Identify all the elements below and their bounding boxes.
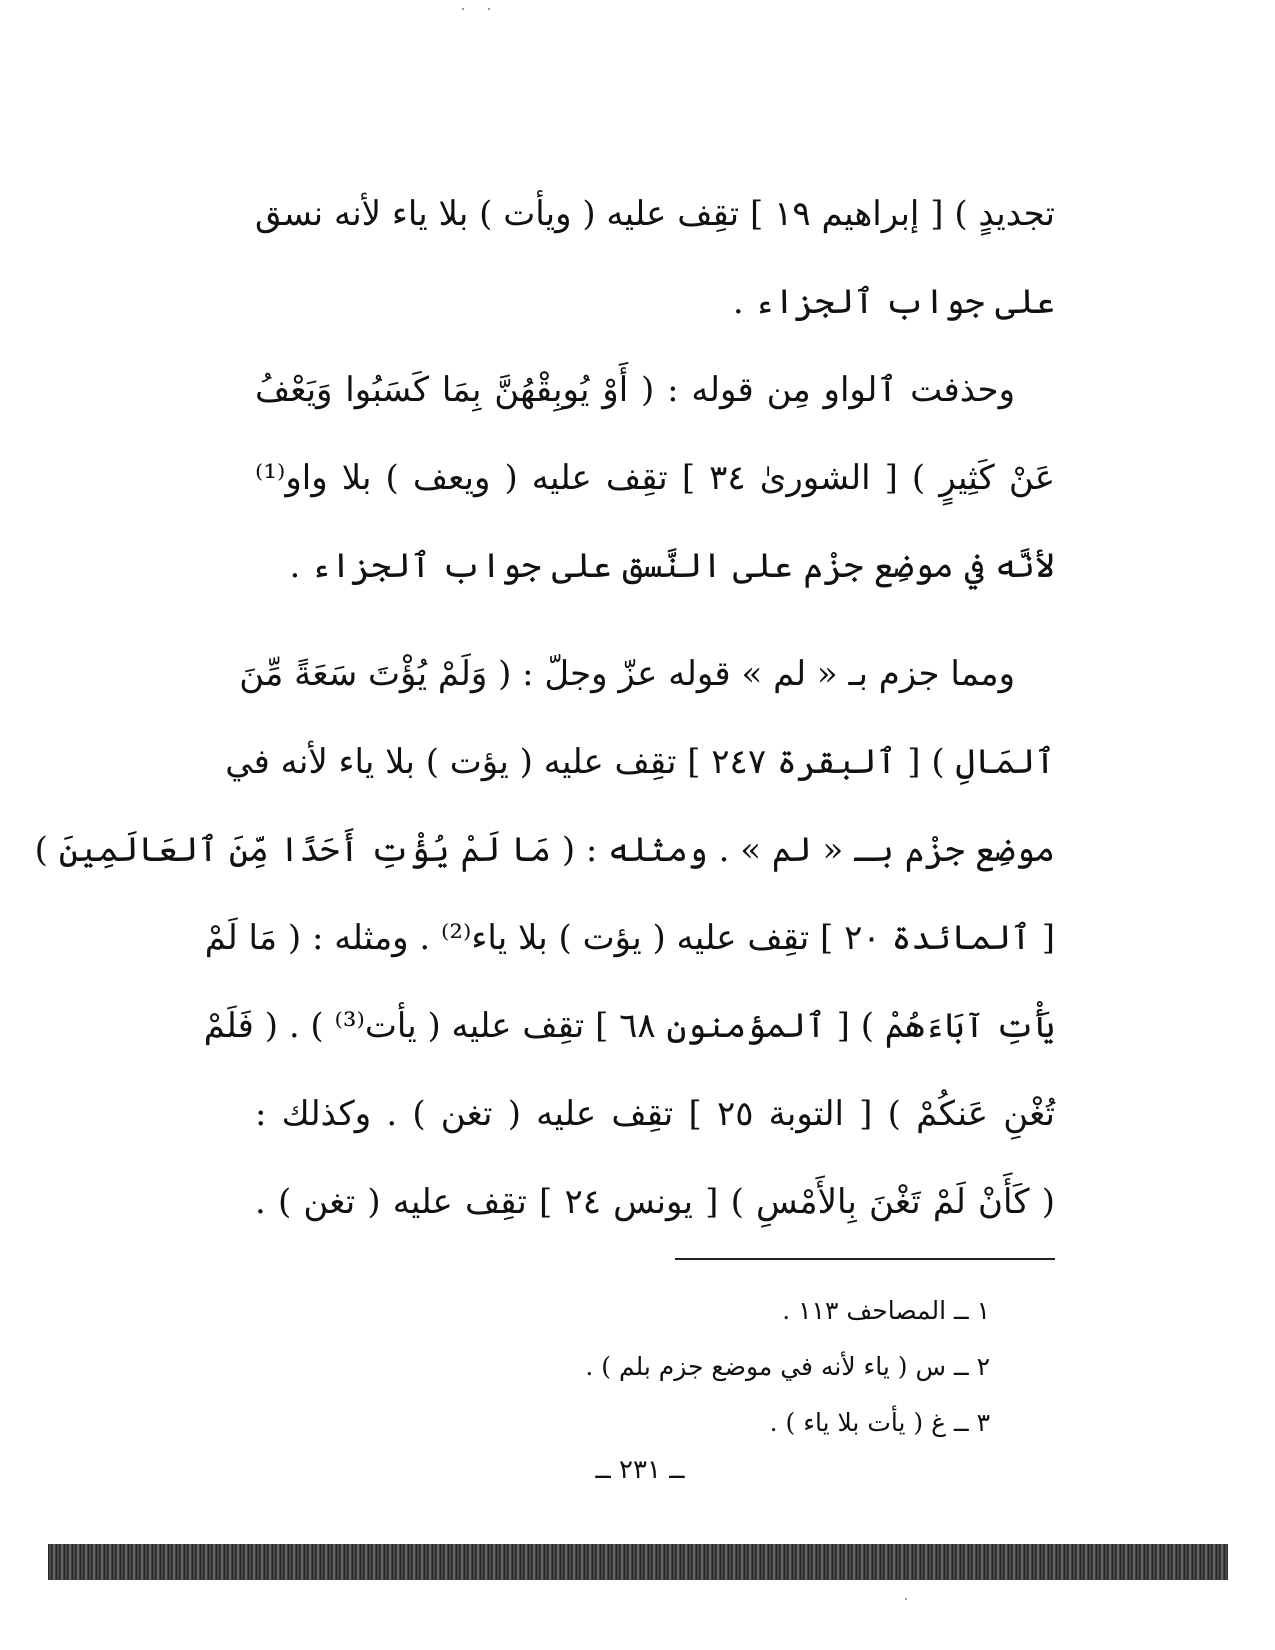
scan-speck [488,8,490,10]
footnote: ٣ ــ غ ( يأت بلا ياء ) . [769,1408,990,1437]
text-line: موضِع جزْم بـ « لم » . ومثله : ( مَا لَمْ يُؤْتِ أَحَدًا مِّنَ ٱلعَالَمِينَ ) [34,830,1055,870]
text-line: يَأْتِ آبَاءَهُمْ ) [ ٱلمؤمنون ٦٨ ] تقِف عليه ( يأت⁽³⁾ ) . ( فَلَمْ [203,1006,1055,1046]
page-number: ــ ٢٣١ ــ [595,1455,685,1485]
scan-speck [462,8,464,10]
footnote: ٢ ــ س ( ياء لأنه في موضع جزم بلم ) . [585,1352,990,1381]
text-line: لأنَّه في موضِع جزْم على النَّسق على جواب ٱلجزاء . [289,546,1055,586]
scan-speck [905,1598,907,1600]
text-line: عَنْ كَثِيرٍ ) [ الشورىٰ ٣٤ ] تقِف عليه ( ويعف ) بلا واو⁽¹⁾ [255,458,1055,498]
text-line: ٱلمَالِ ) [ ٱلبقرة ٢٤٧ ] تقِف عليه ( يؤت ) بلا ياء لأنه في [225,742,1055,782]
text-line: ( كَأَنْ لَمْ تَغْنَ بِالأَمْسِ ) [ يونس ٢٤ ] تقِف عليه ( تغن ) . [255,1182,1055,1222]
text-line: على جواب ٱلجزاء . [732,282,1055,322]
footnote-separator [675,1258,1055,1260]
scan-edge-band [48,1544,1228,1580]
main-text [34,170,1055,1246]
text-line: وحذفت ٱلواو مِن قوله : ( أَوْ يُوبِقْهُنَّ بِمَا كَسَبُوا وَيَعْفُ [255,370,1015,410]
text-line: تُغْنِ عَنكُمْ ) [ التوبة ٢٥ ] تقِف عليه ( تغن ) . وكذلك : [255,1094,1055,1134]
footnotes [400,1283,990,1451]
text-line: تجديدٍ ) [ إبراهيم ١٩ ] تقِف عليه ( ويأت ) بلا ياء لأنه نسق [255,194,1055,234]
footnote: ١ ــ المصاحف ١١٣ . [782,1296,990,1325]
text-line: [ ٱلمائدة ٢٠ ] تقِف عليه ( يؤت ) بلا ياء⁽²⁾ . ومثله : ( مَا لَمْ [204,918,1055,958]
text-line: ومما جزم بـ « لم » قوله عزّ وجلّ : ( وَلَمْ يُؤْتَ سَعَةً مِّنَ [239,654,1015,694]
